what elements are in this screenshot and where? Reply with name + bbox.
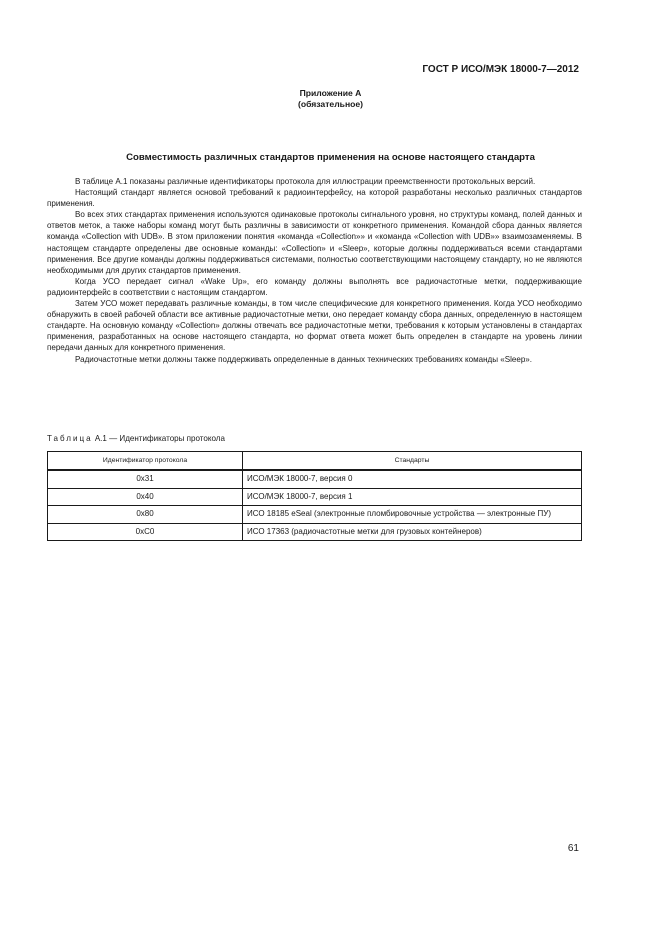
table-row — [48, 506, 582, 524]
protocol-id-cell: 0xC0 — [48, 523, 243, 541]
table-header-row — [48, 452, 582, 471]
protocol-id-table — [47, 451, 582, 541]
paragraph: Настоящий стандарт является основой требований к радиоинтерфейсу, на которой разработаны несколько различных стандартов применения. — [47, 188, 582, 209]
table-caption — [47, 434, 225, 443]
protocol-id-cell: 0x80 — [48, 506, 243, 524]
table-row — [48, 523, 582, 541]
annex-label: Приложение А — [299, 88, 362, 98]
protocol-id-cell: 0x40 — [48, 488, 243, 506]
document-header: ГОСТ Р ИСО/МЭК 18000-7—2012 — [422, 64, 579, 75]
annex-status: (обязательное) — [297, 99, 364, 109]
body-text — [47, 176, 582, 365]
paragraph: Затем УСО может передавать различные команды, в том числе специфические для конкретного применения. Когда УСО необходимо обнаружить в своей рабочей области все активные радиочастотные метки, оно передает команду сбора данных, определенную в настоящем стандарте. На основную команду «Collection» должны отвечать все радиочастотные метки, требования к которым установлены в стандартах применения, разработанных на основе настоящего стандарта, но формат ответа может быть определен в стандарте на уровень линии передачи данных для конкретного применения. — [47, 299, 582, 353]
table-row — [48, 488, 582, 506]
standard-cell: ИСО 17363 (радиочастотные метки для грузовых контейнеров) — [243, 523, 582, 541]
standard-cell: ИСО/МЭК 18000-7, версия 1 — [243, 488, 582, 506]
table-caption-text: А.1 — Идентификаторы протокола — [94, 434, 225, 443]
paragraph: В таблице А.1 показаны различные идентификаторы протокола для иллюстрации преемственности протокольных версий. — [75, 177, 536, 186]
annex-heading — [0, 88, 661, 110]
column-header-standards: Стандарты — [243, 452, 582, 471]
page-number: 61 — [567, 843, 579, 854]
paragraph: Во всех этих стандартах применения используются одинаковые протоколы сигнального уровня, но структуры команд, полей данных и ответов меток, а также наборы команд могут быть различны в зависимости от конкретного применения. Командой сбора данных является команда «Collection with UDB». В этом приложении понятия «команда «Collection»» и «команда «Collection with UDB»» взаимозаменяемы. В настоящем стандарте определены две основные команды: «Collection» и «Sleep», которые должны поддерживаться всеми стандартами применения. Все другие команды должны поддерживаться системами, полностью соответствующими настоящему стандарту, но не являются необходимыми для других стандартов применения. — [47, 210, 582, 275]
paragraph: Радиочастотные метки должны также поддерживать определенные в данных технических требованиях команды «Sleep». — [75, 354, 533, 364]
column-header-id: Идентификатор протокола — [48, 452, 243, 471]
section-title: Совместимость различных стандартов применения на основе настоящего стандарта — [126, 152, 535, 163]
paragraph: Когда УСО передает сигнал «Wake Up», его команду должны выполнять все радиочастотные метки, поддерживающие радиоинтерфейс в соответствии с настоящим стандартом. — [47, 276, 582, 297]
standard-cell: ИСО/МЭК 18000-7, версия 0 — [243, 470, 582, 488]
table-caption-prefix: Таблица — [47, 434, 93, 443]
standard-cell: ИСО 18185 eSeal (электронные пломбировочные устройства — электронные ПУ) — [243, 506, 582, 524]
table-row — [48, 470, 582, 488]
protocol-id-cell: 0x31 — [48, 470, 243, 488]
